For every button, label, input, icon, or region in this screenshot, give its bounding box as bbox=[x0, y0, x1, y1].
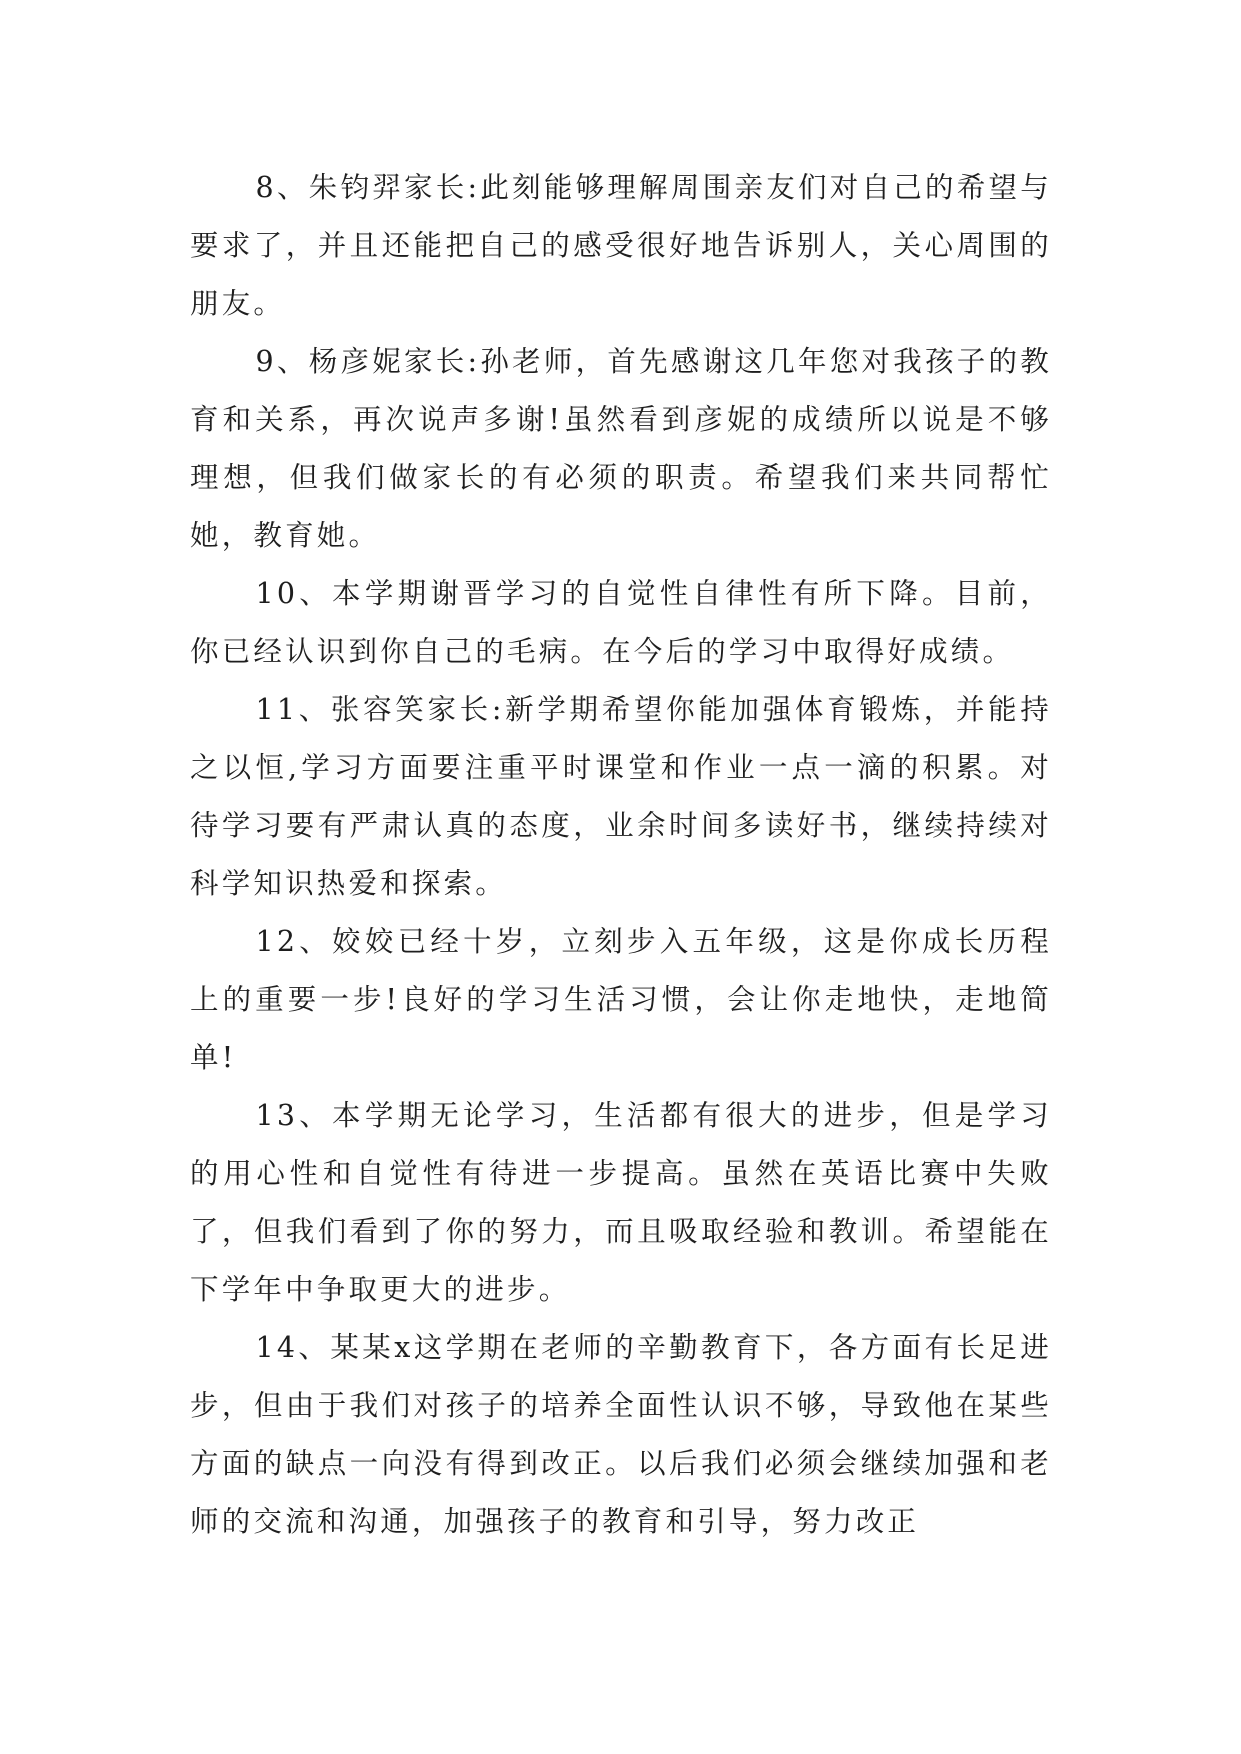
paragraph-8: 8、朱钧羿家长:此刻能够理解周围亲友们对自己的希望与要求了，并且还能把自己的感受很好地告诉别人，关心周围的朋友。 bbox=[190, 171, 1052, 320]
paragraph-10: 10、本学期谢晋学习的自觉性自律性有所下降。目前，你已经认识到你自己的毛病。在今后的学习中取得好成绩。 bbox=[190, 577, 1052, 668]
paragraph-14: 14、某某x这学期在老师的辛勤教育下，各方面有长足进步，但由于我们对孩子的培养全面性认识不够，导致他在某些方面的缺点一向没有得到改正。以后我们必须会继续加强和老师的交流和沟通，加强孩子的教育和引导，努力改正 bbox=[190, 1331, 1052, 1538]
document-body bbox=[190, 159, 1052, 1551]
paragraph-11: 11、张容笑家长:新学期希望你能加强体育锻炼，并能持之以恒,学习方面要注重平时课堂和作业一点一滴的积累。对待学习要有严肃认真的态度，业余时间多读好书，继续持续对科学知识热爱和探索。 bbox=[190, 693, 1052, 900]
paragraph-12: 12、姣姣已经十岁，立刻步入五年级，这是你成长历程上的重要一步!良好的学习生活习惯，会让你走地快，走地简单! bbox=[190, 925, 1052, 1074]
paragraph-9: 9、杨彦妮家长:孙老师，首先感谢这几年您对我孩子的教育和关系，再次说声多谢!虽然看到彦妮的成绩所以说是不够理想，但我们做家长的有必须的职责。希望我们来共同帮忙她，教育她。 bbox=[190, 345, 1052, 552]
paragraph-13: 13、本学期无论学习，生活都有很大的进步，但是学习的用心性和自觉性有待进一步提高。虽然在英语比赛中失败了，但我们看到了你的努力，而且吸取经验和教训。希望能在下学年中争取更大的进步。 bbox=[190, 1099, 1052, 1306]
